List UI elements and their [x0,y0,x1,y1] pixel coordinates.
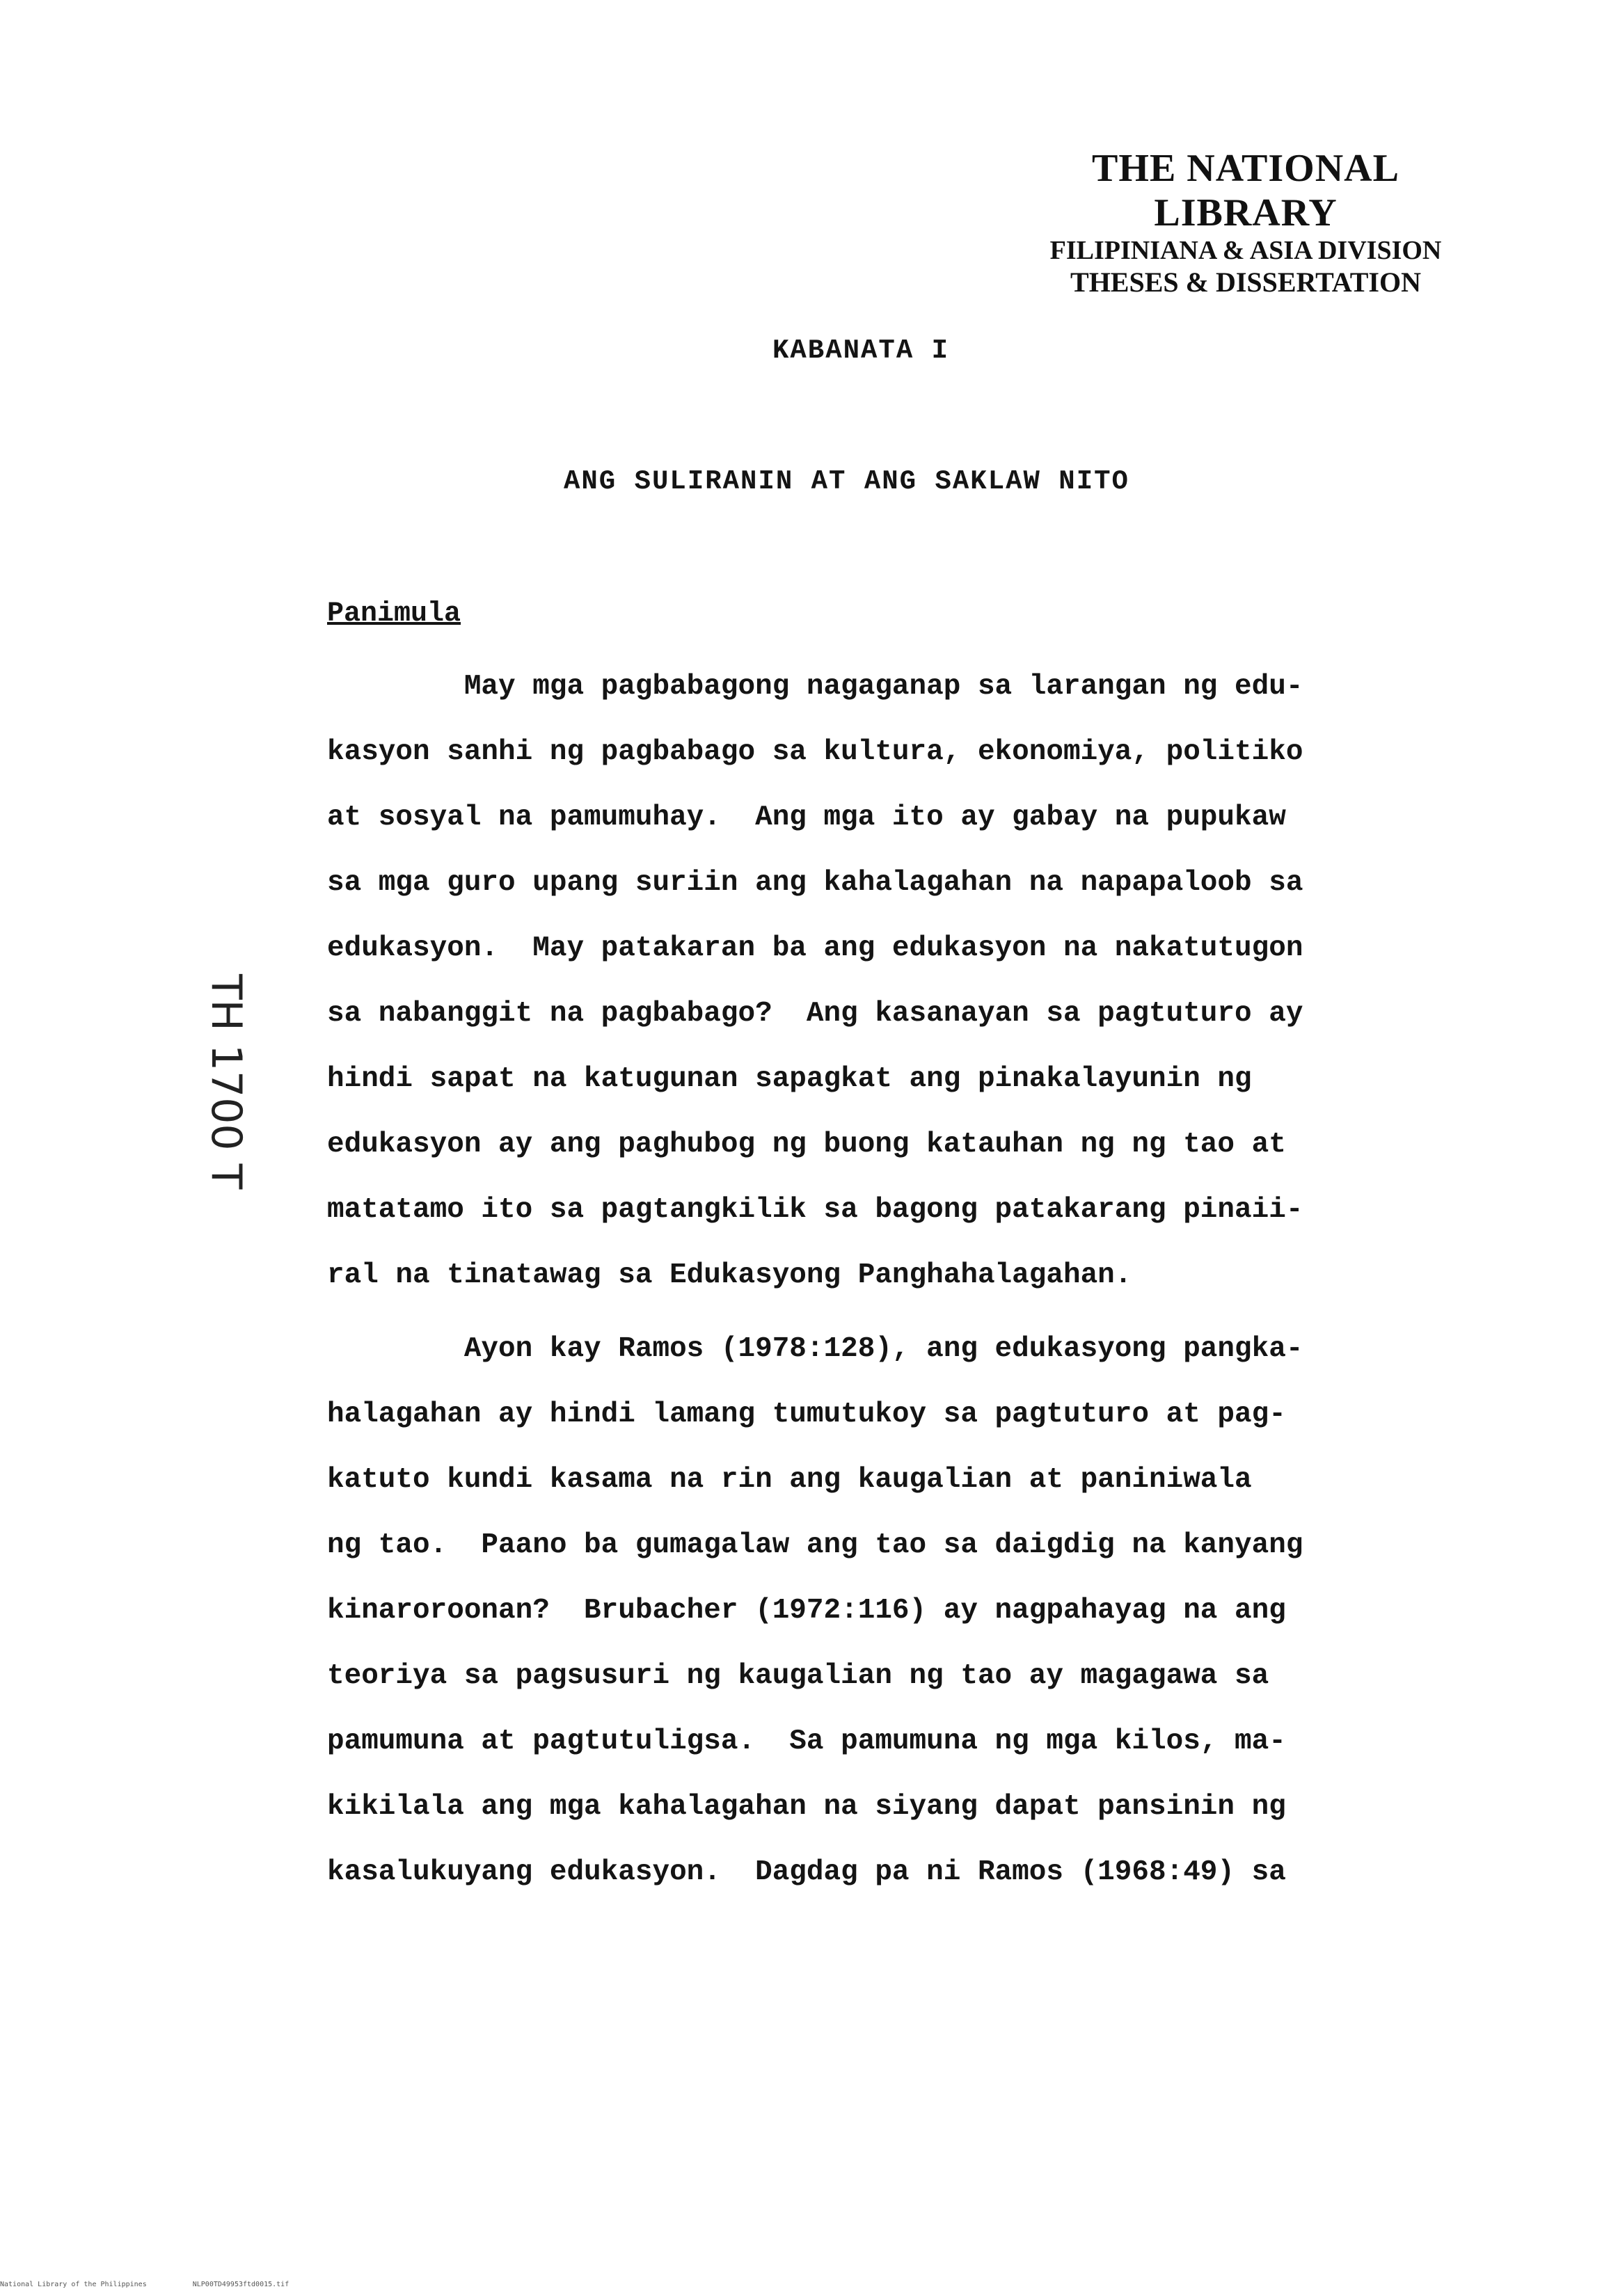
paragraph-2 [327,1316,1468,1905]
footer-source: National Library of the Philippines [0,2281,147,2288]
text-line: edukasyon. May patakaran ba ang edukasyon na nakatutugon [327,932,1303,964]
stamp-line-2: FILIPINIANA & ASIA DIVISION [1049,236,1442,265]
scan-footer [0,2281,626,2288]
text-line: hindi sapat na katugunan sapagkat ang pinakalayunin ng [327,1063,1252,1095]
paragraph-1 [327,654,1468,1308]
text-line: ng tao. Paano ba gumagalaw ang tao sa daigdig na kanyang [327,1529,1303,1561]
stamp-line-1: THE NATIONAL LIBRARY [1092,147,1399,234]
text-line: sa nabanggit na pagbabago? Ang kasanayan sa pagtuturo ay [327,998,1303,1030]
text-line: kasalukuyang edukasyon. Dagdag pa ni Ramos (1968:49) sa [327,1856,1286,1888]
library-stamp [1023,146,1468,299]
text-line: kasyon sanhi ng pagbabago sa kultura, ekonomiya, politiko [327,736,1303,768]
section-heading: Panimula [327,598,461,630]
text-line: pamumuna at pagtutuligsa. Sa pamumuna ng mga kilos, ma- [327,1725,1286,1757]
text-line: May mga pagbabagong nagaganap sa larangan ng edu- [327,671,1303,703]
text-line: ral na tinatawag sa Edukasyong Panghahalagahan. [327,1259,1132,1291]
text-line: kinaroroonan? Brubacher (1972:116) ay nagpahayag na ang [327,1595,1286,1627]
text-line: edukasyon ay ang paghubog ng buong katauhan ng ng tao at [327,1129,1286,1161]
text-line: teoriya sa pagsusuri ng kaugalian ng tao ay magagawa sa [327,1660,1269,1692]
chapter-title: ANG SULIRANIN AT ANG SAKLAW NITO [564,466,1129,497]
text-line: Ayon kay Ramos (1978:128), ang edukasyong pangka- [327,1333,1303,1365]
text-line: kikilala ang mga kahalagahan na siyang dapat pansinin ng [327,1791,1286,1823]
text-line: matatamo ito sa pagtangkilik sa bagong patakarang pinaii- [327,1194,1303,1226]
stamp-line-3: THESES & DISSERTATION [1070,266,1421,298]
text-line: katuto kundi kasama na rin ang kaugalian at paniniwala [327,1464,1252,1496]
chapter-label: KABANATA I [772,335,950,366]
handwritten-note-text: TH 1700 T [202,974,251,1190]
text-line: at sosyal na pamumuhay. Ang mga ito ay gabay na pupukaw [327,802,1286,834]
text-line: halagahan ay hindi lamang tumutukoy sa pagtuturo at pag- [327,1398,1286,1430]
handwritten-call-number [146,974,251,1211]
footer-filename: NLP00TD49953ftd0015.tif [192,2281,290,2288]
body-text [327,654,1468,1905]
text-line: sa mga guro upang suriin ang kahalagahan na napapaloob sa [327,867,1303,899]
